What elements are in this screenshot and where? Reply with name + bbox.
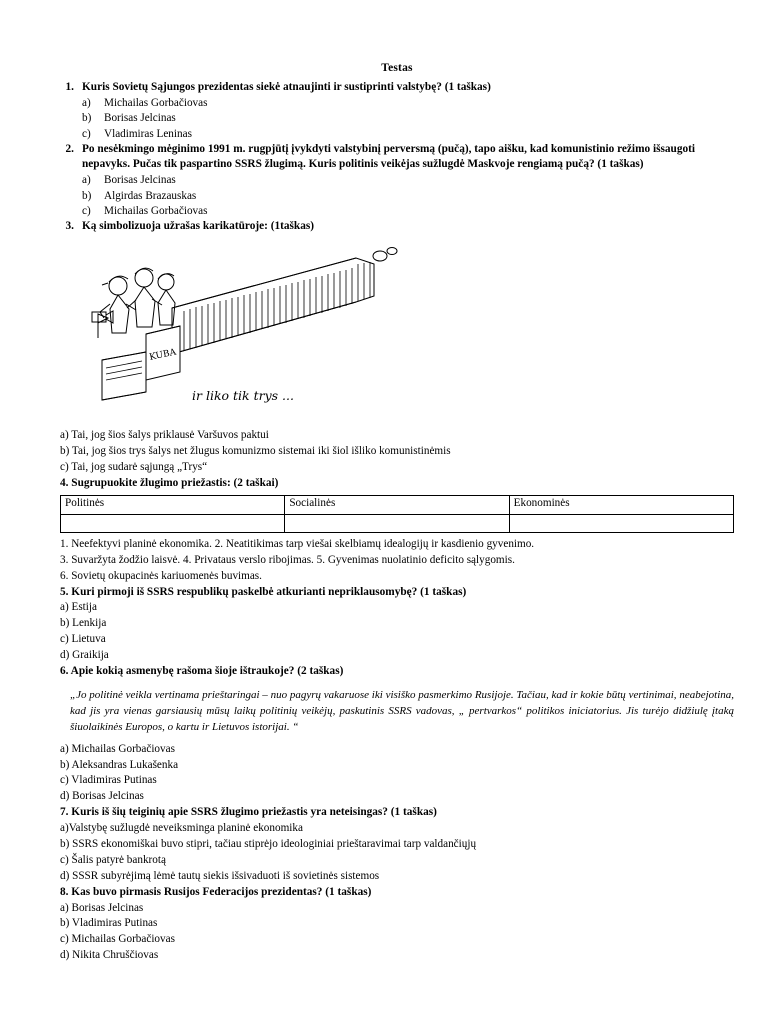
- question-1-option-c[interactable]: [60, 127, 734, 142]
- option-text: Vladimiras Leninas: [104, 127, 192, 140]
- question-7-heading: 7. Kuris iš šių teiginių apie SSRS žlugimo priežastis yra neteisingas? (1 taškas): [60, 806, 437, 819]
- question-6-option-b[interactable]: b) Aleksandras Lukašenka: [60, 758, 179, 771]
- question-3-option-c[interactable]: c) Tai, jog sudarė sąjungą „Trys“: [60, 461, 208, 474]
- question-8-option-c[interactable]: c) Michailas Gorbačiovas: [60, 933, 175, 946]
- cartoon-illustration: [84, 242, 404, 422]
- page-title: Testas: [381, 62, 413, 74]
- column-header-socialines: Socialinės: [285, 495, 509, 514]
- question-2-text: Po nesėkmingo mėginimo 1991 m. rugpjūtį įvykdyti valstybinį perversmą (pučą), tapo aišku, kad komunistinio režimo išsaugoti nepavyks. Pučas tik paspartino SSRS žlugimą. Kuris politinis veikėjas sužlugdė Maskvoje rengiamą pučą? (1 taškas): [82, 143, 696, 171]
- question-2: [60, 142, 734, 172]
- question-3-text: Ką simbolizuoja užrašas karikatūroje: (1taškas): [82, 220, 315, 233]
- column-header-ekonomines: Ekonominės: [509, 495, 733, 514]
- question-4-reasons-line-1: 1. Neefektyvi planinė ekonomika. 2. Neatitikimas tarp viešai skelbiamų idealogijų ir kasdienio gyvenimo.: [60, 537, 535, 550]
- question-7-option-c[interactable]: c) Šalis patyrė bankrotą: [60, 853, 166, 866]
- question-1: [60, 80, 734, 95]
- question-1-text: Kuris Sovietų Sąjungos prezidentas siekė atnaujinti ir sustiprinti valstybę? (1 taškas): [82, 81, 491, 93]
- question-6-option-a[interactable]: a) Michailas Gorbačiovas: [60, 742, 175, 755]
- question-5-option-d[interactable]: d) Graikija: [60, 649, 109, 662]
- question-1-option-a[interactable]: [60, 96, 734, 111]
- svg-text:KUBA: KUBA: [148, 347, 178, 364]
- question-5-heading: 5. Kuri pirmoji iš SSRS respublikų paskelbė atkurianti nepriklausomybę? (1 taškas): [60, 585, 467, 598]
- table-row[interactable]: [61, 514, 734, 532]
- question-8-heading: 8. Kas buvo pirmasis Rusijos Federacijos prezidentas? (1 taškas): [60, 885, 372, 898]
- question-3-option-a[interactable]: a) Tai, jog šios šalys priklausė Varšuvos paktui: [60, 429, 269, 442]
- answer-cell-politines[interactable]: [61, 514, 285, 532]
- question-6-heading: 6. Apie kokią asmenybę rašoma šioje ištraukoje? (2 taškas): [60, 665, 344, 678]
- question-4-heading: 4. Sugrupuokite žlugimo priežastis: (2 taškai): [60, 477, 279, 490]
- grouping-table: [60, 495, 734, 533]
- question-8-option-d[interactable]: d) Nikita Chruščiovas: [60, 949, 159, 962]
- question-2-option-b[interactable]: [60, 189, 734, 204]
- answer-cell-socialines[interactable]: [285, 514, 509, 532]
- question-6-quote: „Jo politinė veikla vertinama prieštaringai – nuo pagyrų vakaruose iki visiško pasmerkimo Rusijoje. Tačiau, kad ir kokie būtų vertinimai, neabejotina, kad jis yra vienas garsiausių mūsų laikų politinių veikėjų, paskutinis SSRS vadovas, „ pertvarkos“ politikos iniciatorius. Jis turėjo didžiulę įtaką šiuolaikinės Europos, o kartu ir Lietuvos istorijai. “: [70, 688, 734, 733]
- question-5-option-a[interactable]: a) Estija: [60, 601, 97, 614]
- question-5-option-c[interactable]: c) Lietuva: [60, 633, 106, 646]
- question-2-number: 2.: [65, 143, 74, 156]
- question-2-option-a[interactable]: [60, 173, 734, 188]
- question-2-option-c[interactable]: [60, 204, 734, 219]
- option-label: a): [82, 96, 91, 109]
- question-3-number: 3.: [65, 220, 74, 233]
- question-4-reasons-line-3: 6. Sovietų okupacinės kariuomenės buvimas.: [60, 569, 262, 582]
- option-text: Algirdas Brazauskas: [104, 189, 197, 202]
- table-header-row: [61, 495, 734, 514]
- option-text: Borisas Jelcinas: [104, 112, 176, 125]
- option-label: a): [82, 174, 91, 187]
- question-8-option-a[interactable]: a) Borisas Jelcinas: [60, 901, 144, 914]
- question-7-option-b[interactable]: b) SSRS ekonomiškai buvo stipri, tačiau stiprėjo ideologiniai prieštaravimai tarp valdančiųjų: [60, 838, 477, 850]
- question-7-option-a[interactable]: a)Valstybę sužlugdė neveiksminga planinė ekonomika: [60, 822, 303, 835]
- answer-cell-ekonomines[interactable]: [509, 514, 733, 532]
- option-label: b): [82, 189, 92, 202]
- option-text: Michailas Gorbačiovas: [104, 96, 208, 109]
- option-text: Michailas Gorbačiovas: [104, 204, 208, 217]
- option-label: b): [82, 112, 92, 125]
- question-7-option-d[interactable]: d) SSSR subyrėjimą lėmė tautų siekis išsivaduoti iš sovietinės sistemos: [60, 869, 380, 882]
- question-5-option-b[interactable]: b) Lenkija: [60, 617, 107, 630]
- question-6-option-d[interactable]: d) Borisas Jelcinas: [60, 790, 144, 803]
- option-text: Borisas Jelcinas: [104, 174, 176, 187]
- column-header-politines: Politinės: [61, 495, 285, 514]
- cartoon-caption: ir liko tik trys ...: [192, 388, 294, 404]
- question-3-option-b[interactable]: b) Tai, jog šios trys šalys net žlugus komunizmo sistemai iki šiol išliko komunistinėmis: [60, 445, 451, 458]
- question-4-reasons-line-2: 3. Suvaržyta žodžio laisvė. 4. Privataus verslo ribojimas. 5. Gyvenimas nuolatinio deficito sąlygomis.: [60, 553, 515, 566]
- question-1-number: 1.: [65, 81, 74, 93]
- question-1-option-b[interactable]: [60, 111, 734, 126]
- question-6-option-c[interactable]: c) Vladimiras Putinas: [60, 774, 157, 787]
- option-label: c): [82, 204, 91, 217]
- question-8-option-b[interactable]: b) Vladimiras Putinas: [60, 917, 158, 930]
- question-3: [60, 219, 734, 234]
- option-label: c): [82, 127, 91, 140]
